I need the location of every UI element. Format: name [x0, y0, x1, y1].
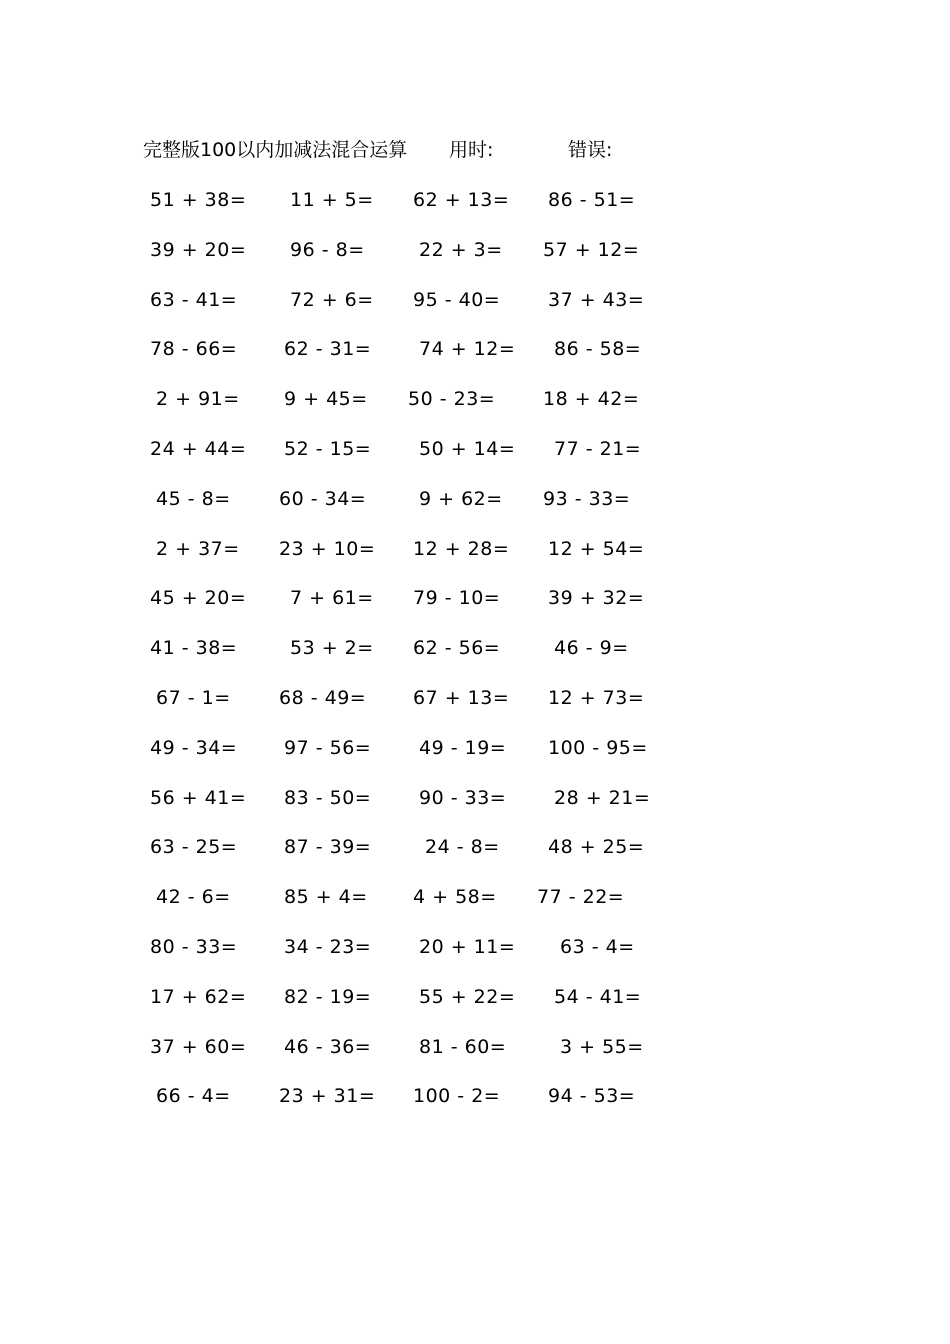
math-problem: 39 + 32=	[548, 587, 645, 609]
math-problem: 23 + 10=	[279, 538, 376, 560]
math-problem: 45 + 20=	[150, 587, 247, 609]
math-problem: 77 - 22=	[537, 886, 625, 908]
math-problem: 62 - 56=	[413, 637, 501, 659]
math-problem: 46 - 9=	[554, 637, 629, 659]
math-problem: 100 - 95=	[548, 737, 648, 759]
math-problem: 3 + 55=	[560, 1036, 644, 1058]
math-problem: 63 - 41=	[150, 289, 238, 311]
math-problem: 48 + 25=	[548, 836, 645, 858]
math-problem: 86 - 58=	[554, 338, 642, 360]
math-problem: 80 - 33=	[150, 936, 238, 958]
math-problem: 60 - 34=	[279, 488, 367, 510]
math-problem: 28 + 21=	[554, 787, 651, 809]
math-problem: 68 - 49=	[279, 687, 367, 709]
math-problem: 17 + 62=	[150, 986, 247, 1008]
math-problem: 100 - 2=	[413, 1085, 501, 1107]
math-problem: 42 - 6=	[156, 886, 231, 908]
math-problem: 51 + 38=	[150, 189, 247, 211]
math-problem: 55 + 22=	[419, 986, 516, 1008]
math-problem: 39 + 20=	[150, 239, 247, 261]
math-problem: 85 + 4=	[284, 886, 368, 908]
math-problem: 57 + 12=	[543, 239, 640, 261]
math-problem: 2 + 91=	[156, 388, 240, 410]
math-problem: 94 - 53=	[548, 1085, 636, 1107]
math-problem: 56 + 41=	[150, 787, 247, 809]
math-problem: 93 - 33=	[543, 488, 631, 510]
math-problem: 90 - 33=	[419, 787, 507, 809]
math-problem: 67 + 13=	[413, 687, 510, 709]
math-problem: 46 - 36=	[284, 1036, 372, 1058]
math-problem: 86 - 51=	[548, 189, 636, 211]
math-problem: 96 - 8=	[290, 239, 365, 261]
math-problem: 74 + 12=	[419, 338, 516, 360]
math-problem: 45 - 8=	[156, 488, 231, 510]
math-problem: 41 - 38=	[150, 637, 238, 659]
math-problem: 52 - 15=	[284, 438, 372, 460]
math-problem: 66 - 4=	[156, 1085, 231, 1107]
math-problem: 77 - 21=	[554, 438, 642, 460]
math-problem: 95 - 40=	[413, 289, 501, 311]
time-used-label: 用时:	[449, 139, 494, 161]
math-problem: 9 + 45=	[284, 388, 368, 410]
math-problem: 24 + 44=	[150, 438, 247, 460]
math-problem: 50 - 23=	[408, 388, 496, 410]
math-problem: 37 + 60=	[150, 1036, 247, 1058]
math-problem: 7 + 61=	[290, 587, 374, 609]
math-problem: 37 + 43=	[548, 289, 645, 311]
math-problem: 2 + 37=	[156, 538, 240, 560]
math-problem: 62 - 31=	[284, 338, 372, 360]
math-problem: 79 - 10=	[413, 587, 501, 609]
math-problem: 53 + 2=	[290, 637, 374, 659]
math-problem: 34 - 23=	[284, 936, 372, 958]
math-problem: 12 + 28=	[413, 538, 510, 560]
math-problem: 22 + 3=	[419, 239, 503, 261]
math-problem: 78 - 66=	[150, 338, 238, 360]
math-problem: 23 + 31=	[279, 1085, 376, 1107]
math-problem: 83 - 50=	[284, 787, 372, 809]
math-problem: 18 + 42=	[543, 388, 640, 410]
math-problem: 50 + 14=	[419, 438, 516, 460]
math-problem: 20 + 11=	[419, 936, 516, 958]
math-problem: 72 + 6=	[290, 289, 374, 311]
math-problem: 12 + 73=	[548, 687, 645, 709]
math-problem: 9 + 62=	[419, 488, 503, 510]
math-problem: 97 - 56=	[284, 737, 372, 759]
math-problem: 62 + 13=	[413, 189, 510, 211]
math-problem: 4 + 58=	[413, 886, 497, 908]
math-problem: 63 - 25=	[150, 836, 238, 858]
math-problem: 87 - 39=	[284, 836, 372, 858]
worksheet-title: 完整版100以内加减法混合运算	[143, 139, 408, 161]
math-problem: 54 - 41=	[554, 986, 642, 1008]
math-problem: 67 - 1=	[156, 687, 231, 709]
math-problem: 11 + 5=	[290, 189, 374, 211]
math-problem: 63 - 4=	[560, 936, 635, 958]
math-problem: 81 - 60=	[419, 1036, 507, 1058]
math-problem: 12 + 54=	[548, 538, 645, 560]
errors-label: 错误:	[568, 139, 613, 161]
math-problem: 24 - 8=	[425, 836, 500, 858]
math-problem: 49 - 34=	[150, 737, 238, 759]
math-problem: 49 - 19=	[419, 737, 507, 759]
math-problem: 82 - 19=	[284, 986, 372, 1008]
